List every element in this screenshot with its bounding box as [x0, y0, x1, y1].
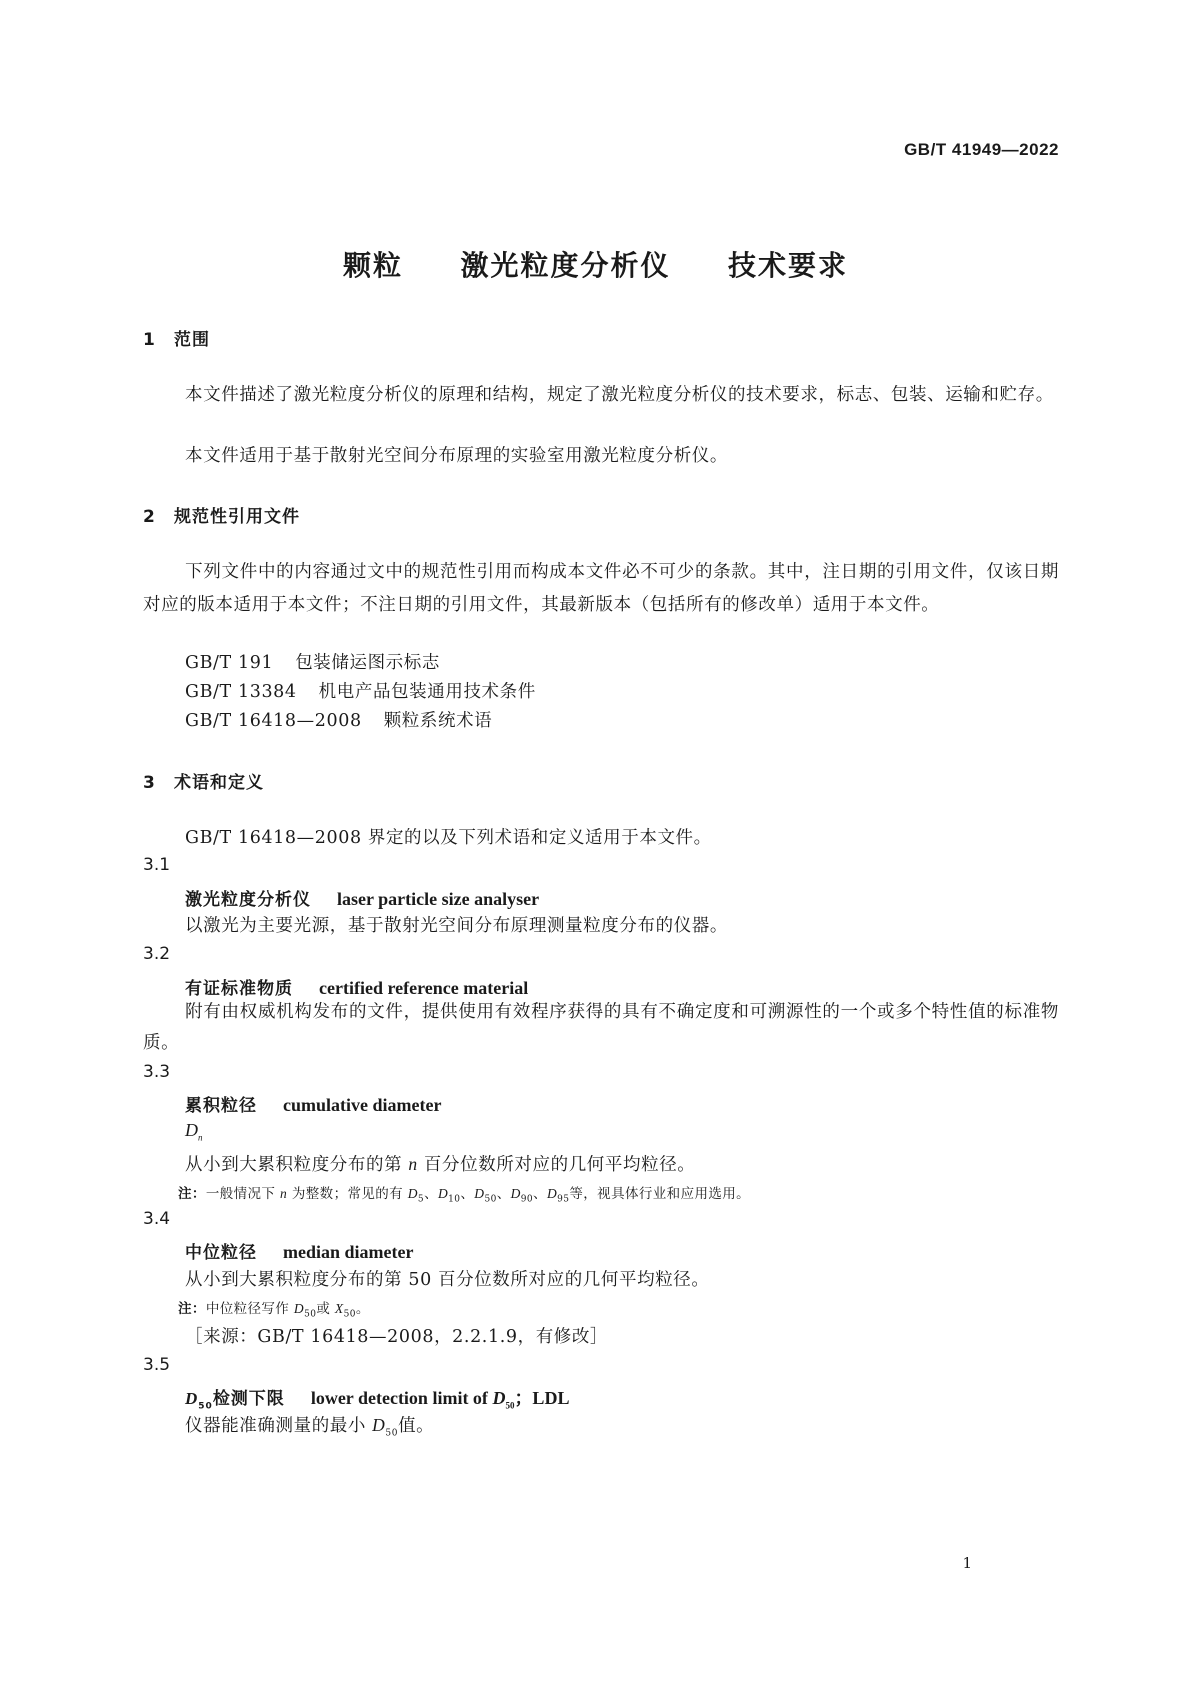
term-number: 3.2 [143, 944, 171, 964]
term-heading: 有证标准物质 certified reference material [185, 978, 529, 999]
reference-item: GB/T 13384 机电产品包装通用技术条件 [185, 682, 536, 702]
term-note: 注：中位粒径写作 $D_{50}$或 $X_{50}$。 [178, 1301, 370, 1320]
title-part-3: 技术要求 [728, 249, 849, 282]
standard-code: GB/T 41949—2022 [904, 140, 1059, 159]
term-heading: $D_{50}$检测下限 lower detection limit of $D_{50}$；LDL [185, 1388, 570, 1412]
section-title: 范围 [174, 330, 210, 350]
term-number: 3.3 [143, 1062, 171, 1082]
section-number: 1 [143, 330, 156, 350]
title-part-2: 激光粒度分析仪 [460, 249, 671, 282]
term-heading: 累积粒径 cumulative diameter [185, 1095, 442, 1116]
section-number: 2 [143, 507, 156, 527]
section-title: 规范性引用文件 [174, 507, 300, 527]
section-title: 术语和定义 [174, 773, 264, 793]
term-source: ［来源：GB/T 16418—2008，2.2.1.9，有修改］ [185, 1327, 609, 1347]
term-symbol: $D_n$ [185, 1120, 203, 1143]
section-1-paragraph-1: 本文件描述了激光粒度分析仪的原理和结构，规定了激光粒度分析仪的技术要求，标志、包装、运输和贮存。 [185, 385, 1054, 405]
section-number: 3 [143, 773, 156, 793]
term-heading: 中位粒径 median diameter [185, 1242, 414, 1263]
term-definition: 附有由权威机构发布的文件，提供使用有效程序获得的具有不确定度和可溯源性的一个或多个特性值的标准物质。 [143, 1002, 1059, 1053]
section-2-paragraph: 下列文件中的内容通过文中的规范性引用而构成本文件必不可少的条款。其中，注日期的引用文件，仅该日期对应的版本适用于本文件；不注日期的引用文件，其最新版本（包括所有的修改单）适用于本文件。 [143, 562, 1059, 615]
term-heading: 激光粒度分析仪 laser particle size analyser [185, 889, 540, 910]
section-1-paragraph-2: 本文件适用于基于散射光空间分布原理的实验室用激光粒度分析仪。 [185, 446, 728, 466]
term-definition: 仪器能准确测量的最小 $D_{50}$值。 [185, 1415, 435, 1439]
section-2-heading [143, 502, 300, 527]
reference-item: GB/T 191 包装储运图示标志 [185, 653, 440, 673]
page-number: 1 [962, 1554, 972, 1572]
term-number: 3.5 [143, 1355, 171, 1375]
term-definition: 从小到大累积粒度分布的第 50 百分位数所对应的几何平均粒径。 [185, 1270, 710, 1290]
term-number: 3.4 [143, 1209, 171, 1229]
section-1-heading [143, 325, 210, 350]
term-number: 3.1 [143, 855, 171, 875]
term-definition: 以激光为主要光源，基于散射光空间分布原理测量粒度分布的仪器。 [185, 916, 728, 936]
section-3-intro: GB/T 16418—2008 界定的以及下列术语和定义适用于本文件。 [185, 828, 712, 848]
term-definition: 从小到大累积粒度分布的第 n 百分位数所对应的几何平均粒径。 [185, 1154, 696, 1175]
section-3-heading [143, 768, 264, 793]
document-title [0, 244, 1191, 284]
term-note: 注：一般情况下 n 为整数；常见的有 $D_5$、$D_{10}$、$D_{50}$、$D_{90}$、$D_{95}$等，视具体行业和应用选用。 [178, 1186, 751, 1205]
reference-item: GB/T 16418—2008 颗粒系统术语 [185, 711, 493, 731]
title-part-1: 颗粒 [342, 249, 403, 282]
